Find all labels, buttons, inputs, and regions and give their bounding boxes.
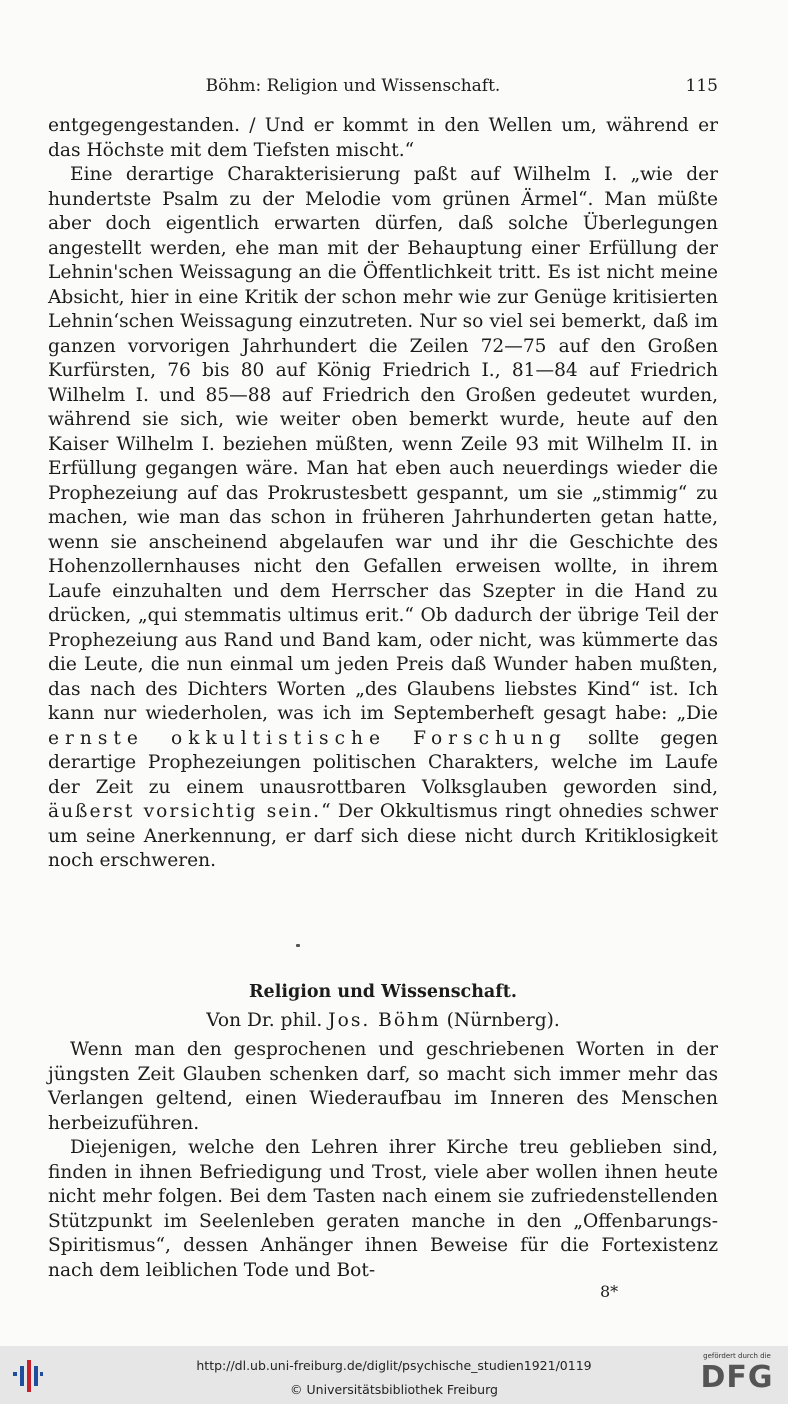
byline-author: Jos. Böhm: [328, 1010, 441, 1031]
section-dot: [296, 944, 300, 947]
paragraph-2-text-a: Eine derartige Charakterisierung paßt auf Wilhelm I. „wie der hundertste Psalm zu der Melodie vom grünen Ärmel“. Man müßte aber doch eigentlich erwarten dürfen, daß solche Überlegungen angestellt werden, ehe man mit der Behauptung einer Erfüllung der Lehnin'schen Weissagung an die Öffentlichkeit tritt. Es ist nicht meine Absicht, hier in eine Kritik der schon mehr wie zur Genüge kritisierten Lehnin‘schen Weissagung einzutreten. Nur so viel sei bemerkt, daß im ganzen vorvorigen Jahrhundert die Zeilen 72—75 auf den Großen Kurfürsten, 76 bis 80 auf König Friedrich I., 81—84 auf Friedrich Wilhelm I. und 85—88 auf Friedrich den Großen gedeutet wurden, während sie sich, wie weiter oben bemerkt wurde, heute auf den Kaiser Wilhelm I. beziehen müßten, wenn Zeile 93 mit Wilhelm II. in Erfüllung gegangen wäre. Man hat eben auch neuerdings wieder die Prophezeiung auf das Prokrustesbett gespannt, um sie „stimmig“ zu machen, wie man das schon in früheren Jahrhunderten getan hatte, wenn sie anscheinend abgelaufen war und ihr die Geschichte des Hohenzollernhauses nicht den Gefallen erweisen wollte, in ihrem Laufe einzuhalten und dem Herrscher das Szepter in die Hand zu drücken, „qui stemmatis ultimus erit.“ Ob dadurch der übrige Teil der Prophezeiung aus Rand und Band kam, oder nicht, was kümmerte das die Leute, die nun einmal um jeden Preis daß Wunder haben mußten, das nach des Dichters Worten „des Glaubens liebstes Kind“ ist. Ich kann nur wiederholen, was ich im Septemberheft gesagt habe: „Die: [48, 164, 718, 724]
byline-prefix: Von Dr. phil.: [206, 1010, 323, 1031]
dfg-logo-text: DFG: [700, 1360, 774, 1395]
running-head: [48, 76, 718, 100]
article-title: Religion und Wissenschaft.: [249, 982, 517, 1002]
paragraph-2: [48, 163, 718, 874]
paragraph-2-text-e: “ Der Okkultismus ringt ohnedies schwer um seine Anerkennung, er darf sich diese nicht durch Kritiklosigkeit noch erschweren.: [48, 801, 719, 871]
signature-mark: 8*: [600, 1282, 619, 1301]
spaced-emphasis-1: ernste okkultistische Forschung: [48, 727, 567, 749]
paragraph-1: entgegengestanden. / Und er kommt in den Wellen um, während er das Höchste mit dem Tiefsten mischt.“: [48, 115, 718, 161]
article-text: [48, 1038, 718, 1283]
byline-suffix: (Nürnberg).: [446, 1010, 560, 1031]
running-title: Böhm: Religion und Wissenschaft.: [205, 76, 501, 96]
dfg-funded-by-text: gefördert durch die: [703, 1352, 771, 1360]
copyright-notice: © Universitätsbibliothek Freiburg: [290, 1382, 498, 1397]
spaced-emphasis-2: äußerst vorsichtig sein.: [48, 801, 322, 822]
page-number: 115: [685, 76, 718, 96]
permalink-url[interactable]: http://dl.ub.uni-freiburg.de/diglit/psychische_studien1921/0119: [196, 1358, 592, 1373]
viewer-footer: [0, 1346, 788, 1404]
body-text: [48, 114, 718, 874]
article-paragraph-2: Diejenigen, welche den Lehren ihrer Kirche treu geblieben sind, finden in ihnen Befriedigung und Trost, viele aber wollen ihnen heute nicht mehr folgen. Bei dem Tasten nach einem sie zufriedenstellenden Stützpunkt im Seelenleben geraten manche in den „Offenbarungs-Spiritismus“, dessen Anhänger ihnen Beweise für die Fortexistenz nach dem leiblichen Tode und Bot-: [48, 1137, 718, 1281]
article-byline: [48, 1010, 718, 1031]
dfg-logo: [696, 1352, 778, 1398]
paragraph-2-text-c: sollte gegen derartige Prophezeiungen politischen Charakters, welche im Laufe der Zeit zu einem unausrottbaren Volksglauben geworden sind,: [48, 727, 718, 798]
article-paragraph-1: Wenn man den gesprochenen und geschriebenen Worten in der jüngsten Zeit Glauben schenken darf, so macht sich immer mehr das Verlangen geltend, einen Wiederaufbau im Inneren des Menschen herbeizuführen.: [48, 1039, 718, 1134]
